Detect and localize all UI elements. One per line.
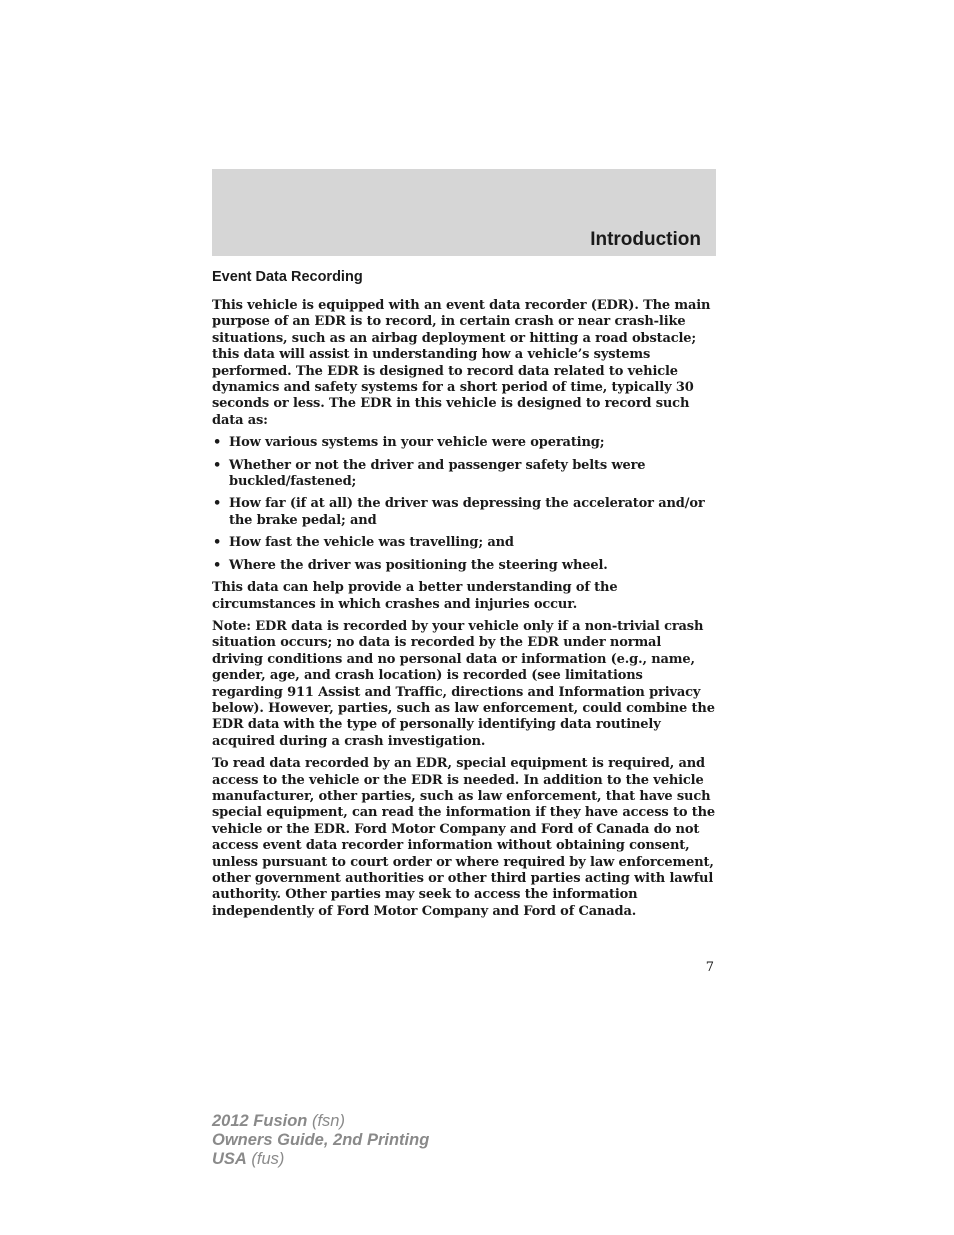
section-heading: Event Data Recording xyxy=(212,269,363,285)
footer-line-market xyxy=(212,1150,429,1169)
bullet-icon: • xyxy=(213,435,222,451)
list-item-text: Whether or not the driver and passenger safety belts were buckled/fastened; xyxy=(229,457,646,490)
footer-market-code: (fus) xyxy=(246,1150,285,1168)
list-item xyxy=(212,558,716,574)
bullet-icon: • xyxy=(213,535,222,551)
list-item xyxy=(212,435,716,451)
list-item xyxy=(212,535,716,551)
bullet-icon: • xyxy=(213,496,222,512)
bullet-icon: • xyxy=(213,557,222,573)
section-title: Introduction xyxy=(590,229,701,250)
footer-guide: Owners Guide, 2nd Printing xyxy=(212,1131,430,1149)
list-item-text: How fast the vehicle was travelling; and xyxy=(229,535,514,551)
page-number: 7 xyxy=(705,960,714,975)
list-item-text: How various systems in your vehicle were operating; xyxy=(229,435,605,451)
edr-data-list xyxy=(212,435,716,574)
list-item-text: Where the driver was positioning the steering wheel. xyxy=(229,557,608,573)
list-item xyxy=(212,496,716,529)
access-paragraph: To read data recorded by an EDR, special equipment is required, and access to the vehicle or the EDR is needed. In addition to the vehicle manufacturer, other parties, such as law enforcement, that have such special equipment, can read the information if they have access to the vehicle or the EDR. Ford Motor Company and Ford of Canada do not access event data recorder information without obtaining consent, unless pursuant to court order or where required by law enforcement, other government authorities or other third parties acting with lawful authority. Other parties may seek to access the information independently of Ford Motor Company and Ford of Canada. xyxy=(212,756,716,919)
footer-model-code: (fsn) xyxy=(307,1112,345,1130)
note-paragraph: Note: EDR data is recorded by your vehicle only if a non-trivial crash situation occurs; no data is recorded by the EDR under normal driving conditions and no personal data or information (e.g., name, gender, age, and crash location) is recorded (see limitations regarding 911 Assist and Traffic, directions and Information privacy below). However, parties, such as law enforcement, could combine the EDR data with the type of personally identifying data routinely acquired during a crash investigation. xyxy=(212,618,715,749)
page-content xyxy=(212,267,716,926)
footer xyxy=(212,1112,429,1169)
footer-line-model xyxy=(212,1112,429,1131)
intro-paragraph: This vehicle is equipped with an event data recorder (EDR). The main purpose of an EDR is to record, in certain crash or near crash-like situations, such as an airbag deployment or hitting a road obstacle; this data will assist in understanding how a vehicle’s systems performed. The EDR is designed to record data related to vehicle dynamics and safety systems for a short period of time, typically 30 seconds or less. The EDR in this vehicle is designed to record such data as: xyxy=(212,298,711,428)
list-item xyxy=(212,458,716,491)
bullet-icon: • xyxy=(213,457,222,473)
circumstances-paragraph: This data can help provide a better understanding of the circumstances in which crashes and injuries occur. xyxy=(212,580,618,612)
list-item-text: How far (if at all) the driver was depressing the accelerator and/or the brake pedal; and xyxy=(229,496,705,528)
section-header-band xyxy=(212,169,716,256)
footer-model: 2012 Fusion xyxy=(212,1112,308,1130)
footer-market: USA xyxy=(212,1150,247,1168)
footer-line-guide xyxy=(212,1131,429,1150)
